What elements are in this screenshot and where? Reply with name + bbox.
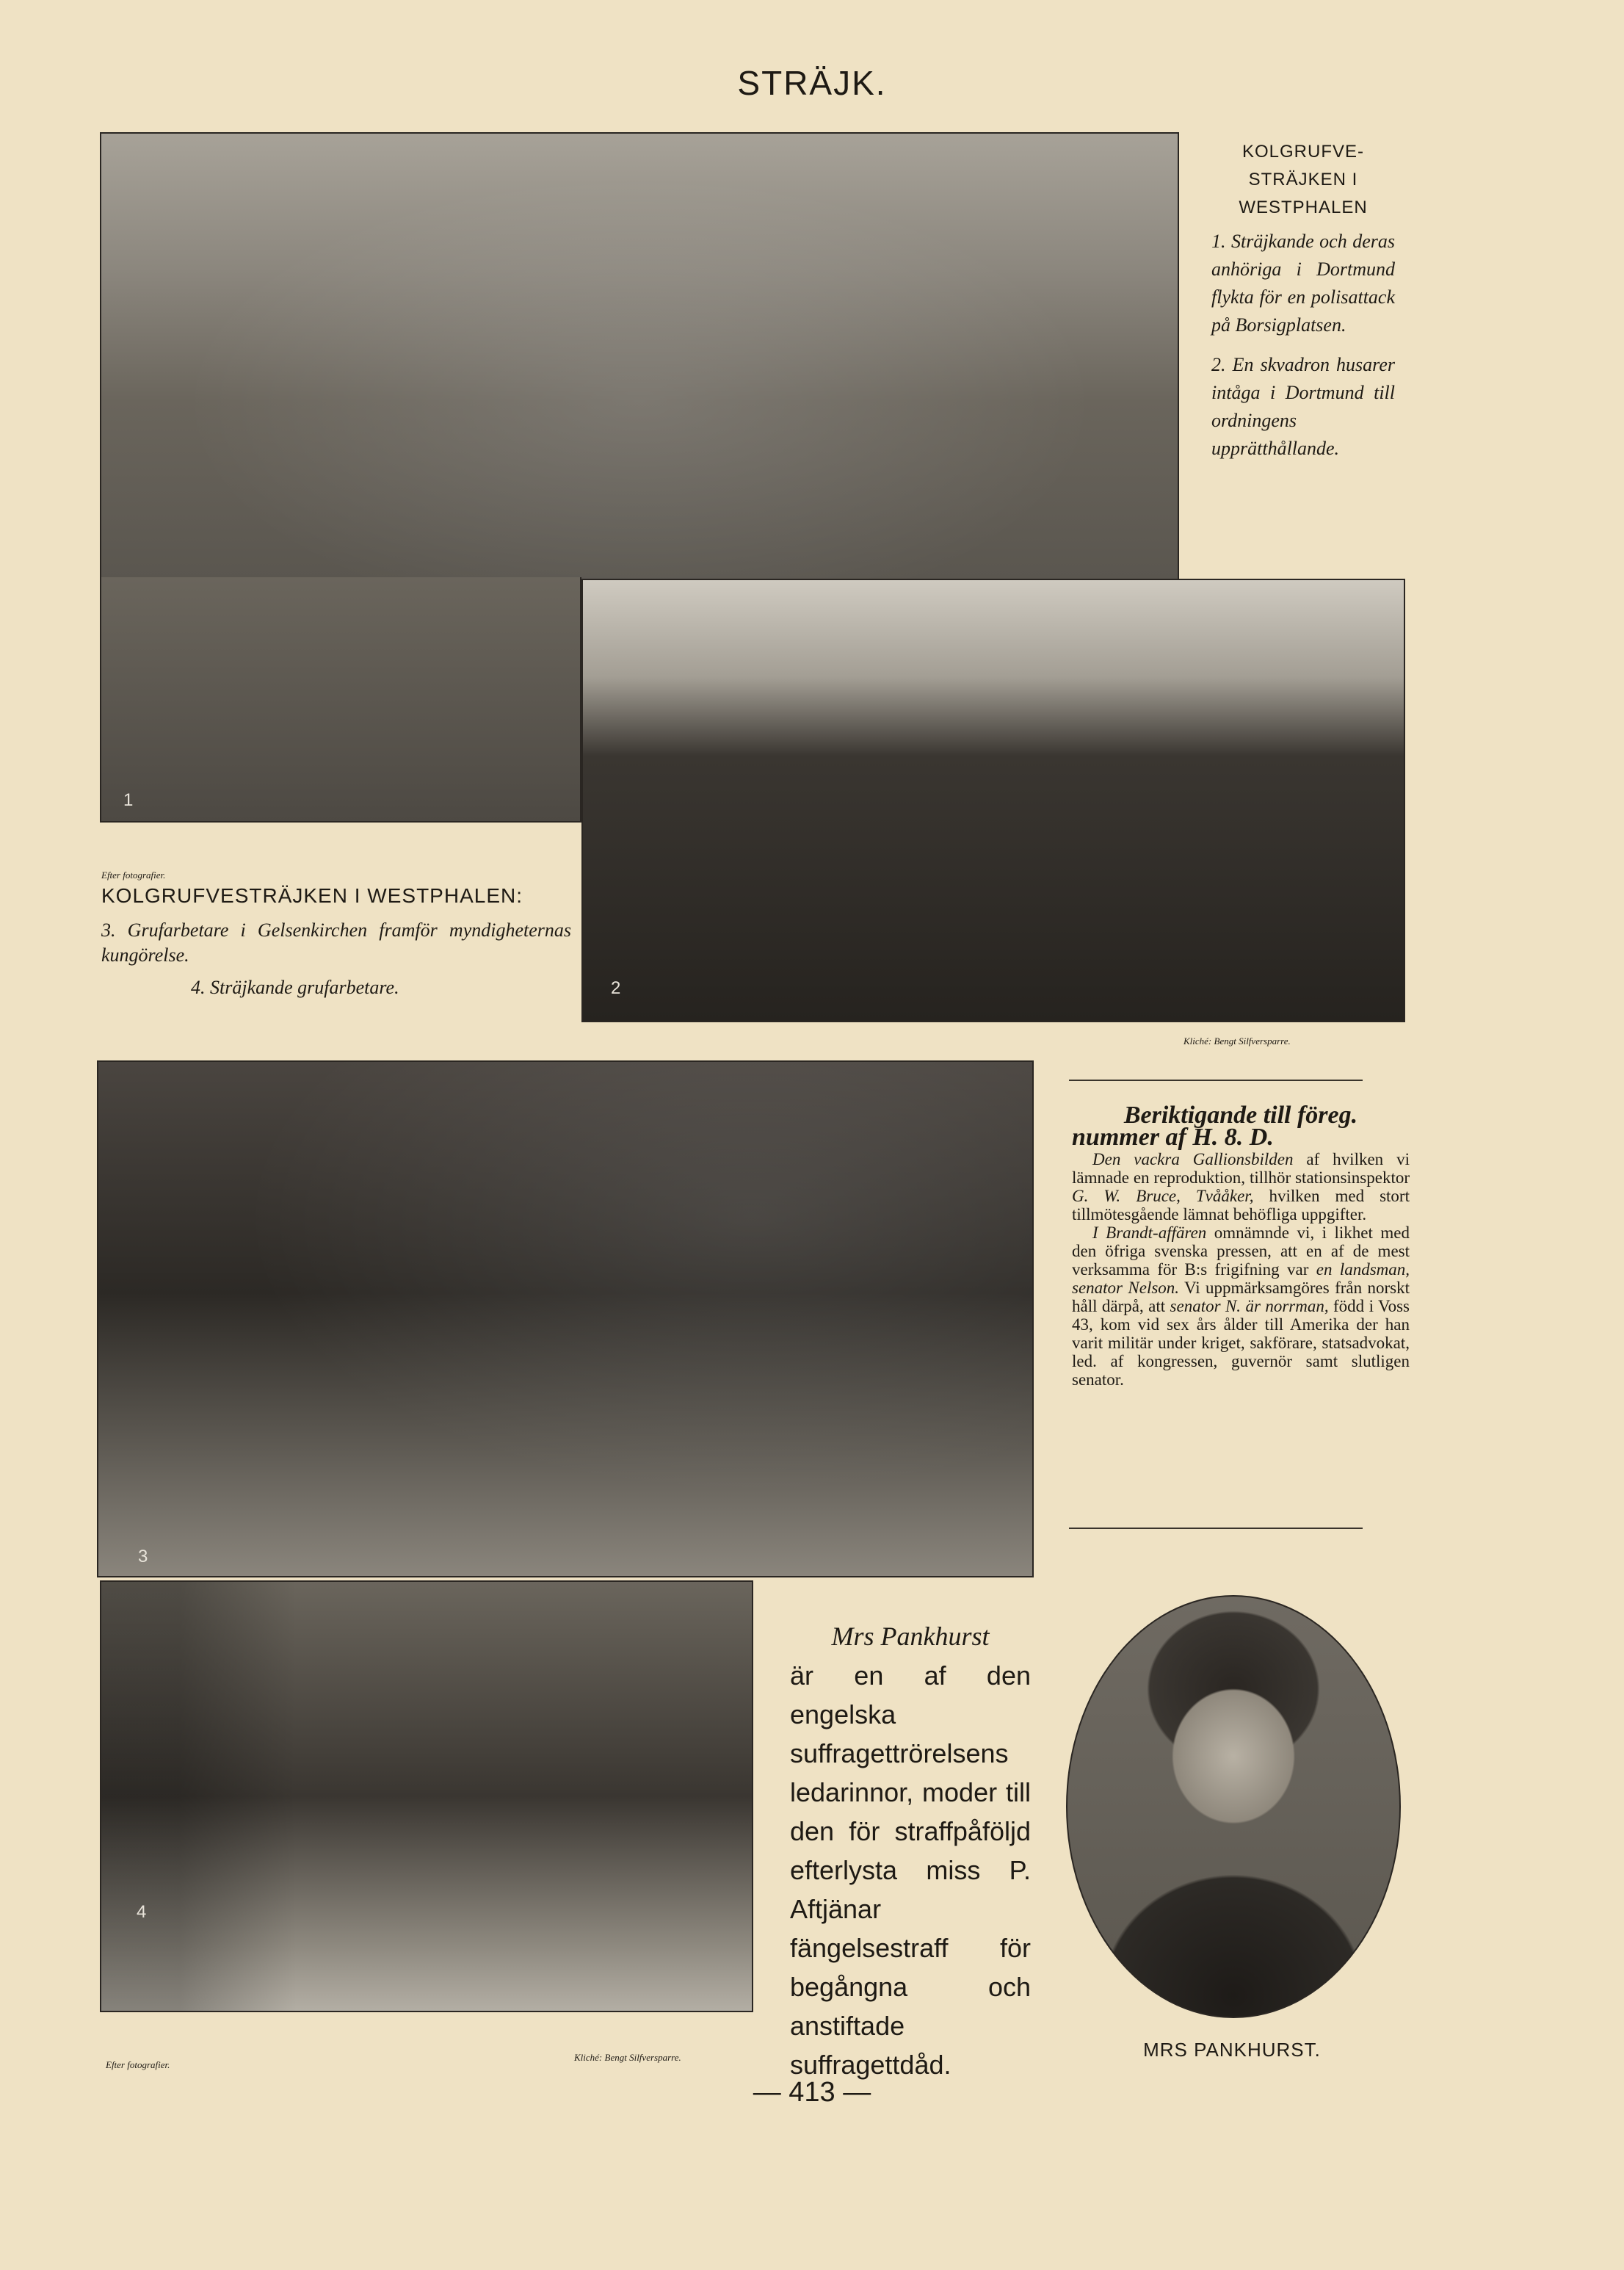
correction-rule-top	[1069, 1080, 1363, 1081]
caption-mid-credit: Efter fotografier.	[101, 870, 166, 881]
photo-1-dortmund-crowd	[100, 132, 1179, 582]
photo-4-number: 4	[137, 1902, 147, 1922]
photo-2-number: 2	[611, 978, 621, 998]
photo-1-number: 1	[123, 790, 134, 810]
caption-top	[1211, 138, 1395, 463]
correction-heading	[1072, 1102, 1410, 1151]
caption-top-item-2: 2. En skvadron husarer intåga i Dortmund till ordningens upprätthållande.	[1211, 354, 1395, 459]
cliche-credit-bottom: Kliché: Bengt Silfversparre.	[574, 2052, 681, 2063]
photo-3-gelsenkirchen	[97, 1060, 1034, 1577]
pankhurst-name: Mrs Pankhurst	[831, 1622, 990, 1651]
pankhurst-portrait-caption: MRS PANKHURST.	[1143, 2039, 1321, 2061]
page-title: STRÄJK.	[737, 64, 887, 102]
pankhurst-portrait	[1066, 1595, 1401, 2018]
caption-mid-item-3: 3. Grufarbetare i Gelsenkirchen framför myndigheternas kungörelse.	[101, 919, 571, 966]
caption-top-heading-3: WESTPHALEN	[1239, 198, 1368, 217]
correction-heading-line-1: Beriktigande till föreg.	[1123, 1102, 1358, 1129]
photo-4-striking-miners	[100, 1580, 753, 2012]
pankhurst-text	[790, 1617, 1031, 2084]
cliche-credit-top: Kliché: Bengt Silfversparre.	[1183, 1035, 1291, 1047]
correction-rule-bottom	[1069, 1528, 1363, 1529]
correction-article	[1072, 1102, 1410, 1389]
correction-body	[1072, 1150, 1410, 1389]
page-number: — 413 —	[753, 2077, 871, 2108]
caption-top-heading-2: STRÄJKEN I	[1248, 170, 1358, 189]
caption-top-heading-1: KOLGRUFVE-	[1241, 142, 1365, 162]
correction-paragraph-1: Den vackra Gallionsbilden af hvilken vi lämnade en reproduktion, tillhör stationsinspektor G. W. Bruce, Tvååker, hvilken med stort tillmötesgående lämnat behöfliga uppgifter.	[1072, 1150, 1410, 1223]
correction-heading-line-2: nummer af H. 8. D.	[1072, 1124, 1274, 1151]
photo-3-number: 3	[138, 1547, 148, 1566]
correction-paragraph-2: I Brandt-affären omnämnde vi, i likhet med den öfriga svenska pressen, att en af de mest verksamma för B:s frigifning var en landsman, senator Nelson. Vi uppmärksamgöres från norskt håll därpå, att senator N. är norrman, född i Voss 43, kom vid sex års ålder till Amerika der han varit militär under kriget, sakförare, statsadvokat, led. af kongressen, guvernör samt slutligen senator.	[1072, 1223, 1410, 1389]
caption-mid-heading: KOLGRUFVESTRÄJKEN I WESTPHALEN:	[101, 884, 523, 907]
photo-2-hussars	[581, 579, 1405, 1022]
photo-1-lower-extension	[100, 577, 581, 823]
caption-mid-item-4: 4. Sträjkande grufarbetare.	[191, 977, 399, 998]
photo-credit-bottom: Efter fotografier.	[106, 2059, 170, 2070]
caption-top-item-1: 1. Sträjkande och deras anhöriga i Dortmund flykta för en polisattack på Borsigplatsen.	[1211, 231, 1395, 336]
pankhurst-body: är en af den engelska suffragettrörelsens ledarinnor, moder till den för straffpåföljd efterlysta miss P. Aftjänar fängelsestraff för begångna och anstiftade suffragettdåd.	[790, 1660, 1031, 2080]
